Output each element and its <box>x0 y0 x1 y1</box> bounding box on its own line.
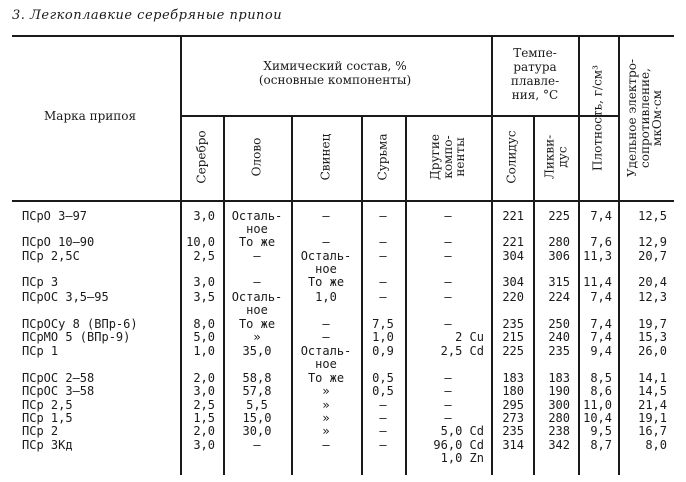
antimony-cell: — <box>379 209 387 223</box>
lead-cell: — <box>322 317 330 331</box>
resistivity-cell: 20,4 <box>638 275 667 289</box>
resistivity-cell: 19,7 <box>638 317 667 331</box>
antimony-cell: 7,5 <box>372 317 394 331</box>
antimony-cell: — <box>379 249 387 263</box>
lead-cell: — <box>322 209 330 223</box>
tin-cell: 15,0 <box>242 411 272 425</box>
rule-col-density <box>618 35 620 475</box>
other-cell: — <box>444 398 452 412</box>
lead-cell: Осталь- <box>300 249 352 263</box>
other-cell: 2,5 Cd <box>440 344 484 358</box>
lead-cell: ное <box>315 357 337 371</box>
grade-cell: ПСр 3 <box>22 275 59 289</box>
antimony-cell: — <box>379 290 387 304</box>
tin-cell: Осталь- <box>231 290 283 304</box>
lead-cell: — <box>322 330 330 344</box>
liquidus-cell: 183 <box>548 371 570 385</box>
tin-cell: Осталь- <box>231 209 283 223</box>
tin-cell: То же <box>238 317 276 331</box>
antimony-cell: — <box>379 398 387 412</box>
silver-cell: 2,5 <box>193 249 215 263</box>
silver-cell: 3,0 <box>193 438 215 452</box>
header-resistivity-line: мкОм·см <box>650 90 665 146</box>
tin-cell: 58,8 <box>242 371 272 385</box>
liquidus-cell: 235 <box>548 344 570 358</box>
rule-col-lead <box>361 115 363 475</box>
grade-cell: ПСрОС 3,5—95 <box>22 290 109 304</box>
solidus-cell: 220 <box>502 290 524 304</box>
solidus-cell: 225 <box>502 344 524 358</box>
rule-col-other <box>491 35 493 475</box>
resistivity-cell: 12,9 <box>638 235 667 249</box>
other-cell: — <box>444 275 452 289</box>
rule-top <box>12 35 674 37</box>
solidus-cell: 304 <box>502 249 524 263</box>
rule-col-tin <box>291 115 293 475</box>
density-cell: 8,6 <box>590 384 612 398</box>
header-other-line: компо- <box>440 135 455 179</box>
solidus-cell: 215 <box>502 330 524 344</box>
liquidus-cell: 238 <box>548 424 570 438</box>
header-other-line: ненты <box>453 137 468 177</box>
silver-cell: 2,5 <box>193 398 215 412</box>
header-melt-temp-line: ния, °С <box>511 88 559 102</box>
grade-cell: ПСр 1 <box>22 344 59 358</box>
rule-col-grade <box>180 35 182 475</box>
liquidus-cell: 190 <box>548 384 570 398</box>
lead-cell: » <box>322 398 330 412</box>
other-cell: 5,0 Cd <box>440 424 484 438</box>
silver-cell: 3,0 <box>193 384 215 398</box>
resistivity-cell: 21,4 <box>638 398 667 412</box>
resistivity-cell: 14,5 <box>638 384 667 398</box>
liquidus-cell: 306 <box>548 249 570 263</box>
solidus-cell: 273 <box>502 411 524 425</box>
lead-cell: — <box>322 235 330 249</box>
grade-cell: ПСрОСу 8 (ВПр-6) <box>22 317 138 331</box>
grade-cell: ПСрО 3—97 <box>22 209 88 223</box>
rule-col-antimony <box>405 115 407 475</box>
header-silver: Серебро <box>194 130 209 184</box>
tin-cell: 30,0 <box>242 424 272 438</box>
tin-cell: — <box>253 438 261 452</box>
other-cell: — <box>444 384 452 398</box>
density-cell: 8,7 <box>590 438 612 452</box>
solidus-cell: 180 <box>502 384 524 398</box>
silver-cell: 8,0 <box>193 317 215 331</box>
header-liquidus <box>543 135 568 179</box>
liquidus-cell: 300 <box>548 398 570 412</box>
other-cell: — <box>444 411 452 425</box>
antimony-cell: — <box>379 411 387 425</box>
density-cell: 9,4 <box>590 344 612 358</box>
header-antimony: Сурьма <box>375 133 390 181</box>
density-cell: 7,4 <box>590 290 612 304</box>
resistivity-cell: 19,1 <box>638 411 667 425</box>
grade-cell: ПСрМО 5 (ВПр-9) <box>22 330 131 344</box>
liquidus-cell: 280 <box>548 235 570 249</box>
density-cell: 11,0 <box>583 398 612 412</box>
lead-cell: » <box>322 411 330 425</box>
resistivity-cell: 12,5 <box>638 209 667 223</box>
liquidus-cell: 280 <box>548 411 570 425</box>
grade-cell: ПСр 2,5 <box>22 398 73 412</box>
other-cell: — <box>444 249 452 263</box>
density-cell: 10,4 <box>583 411 612 425</box>
tin-cell: ное <box>246 222 268 236</box>
other-cell: 96,0 Cd <box>433 438 484 452</box>
tin-cell: — <box>253 249 261 263</box>
antimony-cell: — <box>379 235 387 249</box>
liquidus-cell: 225 <box>548 209 570 223</box>
grade-cell: ПСр 3Кд <box>22 438 73 452</box>
antimony-cell: — <box>379 424 387 438</box>
density-cell: 7,4 <box>590 209 612 223</box>
header-liquidus-line: дус <box>555 146 569 168</box>
header-grade: Марка припоя <box>44 109 137 123</box>
solidus-cell: 221 <box>502 209 524 223</box>
grade-cell: ПСрОС 3—58 <box>22 384 95 398</box>
lead-cell: ное <box>315 262 337 276</box>
header-composition-line1: Химический состав, % <box>263 59 407 73</box>
solidus-cell: 235 <box>502 424 524 438</box>
solidus-cell: 221 <box>502 235 524 249</box>
resistivity-cell: 16,7 <box>638 424 667 438</box>
tin-cell: 57,8 <box>242 384 272 398</box>
lead-cell: То же <box>307 275 345 289</box>
density-cell: 7,6 <box>590 235 612 249</box>
header-resistivity-line: Удельное электро- <box>625 58 640 178</box>
tin-cell: То же <box>238 235 276 249</box>
resistivity-cell: 14,1 <box>638 371 667 385</box>
solidus-cell: 235 <box>502 317 524 331</box>
grade-cell: ПСр 1,5 <box>22 411 73 425</box>
lead-cell: Осталь- <box>300 344 352 358</box>
rule-col-liquidus <box>578 35 580 475</box>
other-cell: 1,0 Zn <box>440 451 484 465</box>
solidus-cell: 314 <box>502 438 524 452</box>
header-melt-temp-line: Темпе- <box>513 46 557 60</box>
silver-cell: 2,0 <box>193 371 215 385</box>
density-cell: 11,4 <box>583 275 612 289</box>
antimony-cell: 0,5 <box>372 384 394 398</box>
rule-header-mid <box>181 115 618 117</box>
other-cell: — <box>444 209 452 223</box>
resistivity-cell: 12,3 <box>638 290 667 304</box>
tin-cell: — <box>253 275 261 289</box>
resistivity-cell: 20,7 <box>638 249 667 263</box>
other-cell: — <box>444 290 452 304</box>
rule-header-bottom <box>12 200 674 202</box>
liquidus-cell: 224 <box>548 290 570 304</box>
header-density: Плотность, г/см³ <box>590 65 605 171</box>
resistivity-cell: 8,0 <box>645 438 667 452</box>
header-solidus: Солидус <box>504 130 519 184</box>
density-cell: 11,3 <box>583 249 612 263</box>
liquidus-cell: 250 <box>548 317 570 331</box>
antimony-cell: 1,0 <box>372 330 394 344</box>
table-caption: 3. Легкоплавкие серебряные припои <box>12 8 283 23</box>
header-lead: Свинец <box>318 133 333 181</box>
rule-col-solidus <box>533 115 535 475</box>
grade-cell: ПСр 2 <box>22 424 59 438</box>
solidus-cell: 295 <box>502 398 524 412</box>
liquidus-cell: 342 <box>548 438 570 452</box>
header-melt-temp-line: ратура <box>513 60 557 74</box>
solidus-cell: 304 <box>502 275 524 289</box>
other-cell: — <box>444 317 452 331</box>
antimony-cell: — <box>379 275 387 289</box>
density-cell: 7,4 <box>590 330 612 344</box>
header-tin: Олово <box>249 137 264 177</box>
silver-cell: 3,5 <box>193 290 215 304</box>
tin-cell: 35,0 <box>242 344 272 358</box>
header-melt-temp-line: плавле- <box>510 74 560 88</box>
other-cell: — <box>444 235 452 249</box>
antimony-cell: 0,9 <box>372 344 394 358</box>
antimony-cell: — <box>379 438 387 452</box>
solidus-cell: 183 <box>502 371 524 385</box>
resistivity-cell: 15,3 <box>638 330 667 344</box>
grade-cell: ПСрОС 2—58 <box>22 371 95 385</box>
silver-cell: 5,0 <box>193 330 215 344</box>
header-composition-line2: (основные компоненты) <box>258 73 412 87</box>
silver-cell: 2,0 <box>193 424 215 438</box>
lead-cell: » <box>322 424 330 438</box>
density-cell: 8,5 <box>590 371 612 385</box>
header-resistivity <box>626 59 664 177</box>
antimony-cell: 0,5 <box>372 371 394 385</box>
header-liquidus-line: Ликви- <box>542 134 557 180</box>
density-cell: 9,5 <box>590 424 612 438</box>
header-other-line: Другие <box>428 134 443 180</box>
silver-cell: 3,0 <box>193 275 215 289</box>
grade-cell: ПСр 2,5С <box>22 249 80 263</box>
silver-cell: 10,0 <box>186 235 215 249</box>
other-cell: 2 Cu <box>455 330 484 344</box>
grade-cell: ПСрО 10—90 <box>22 235 95 249</box>
other-cell: — <box>444 371 452 385</box>
tin-cell: ное <box>246 303 268 317</box>
header-other <box>429 134 467 180</box>
silver-cell: 1,0 <box>193 344 215 358</box>
lead-cell: » <box>322 384 330 398</box>
lead-cell: То же <box>307 371 345 385</box>
silver-cell: 3,0 <box>193 209 215 223</box>
liquidus-cell: 315 <box>548 275 570 289</box>
liquidus-cell: 240 <box>548 330 570 344</box>
lead-cell: — <box>322 438 330 452</box>
tin-cell: » <box>253 330 261 344</box>
tin-cell: 5,5 <box>246 398 268 412</box>
density-cell: 7,4 <box>590 317 612 331</box>
silver-cell: 1,5 <box>193 411 215 425</box>
lead-cell: 1,0 <box>315 290 337 304</box>
header-resistivity-line: сопротивление, <box>637 68 652 168</box>
resistivity-cell: 26,0 <box>638 344 667 358</box>
rule-col-silver <box>223 115 225 475</box>
